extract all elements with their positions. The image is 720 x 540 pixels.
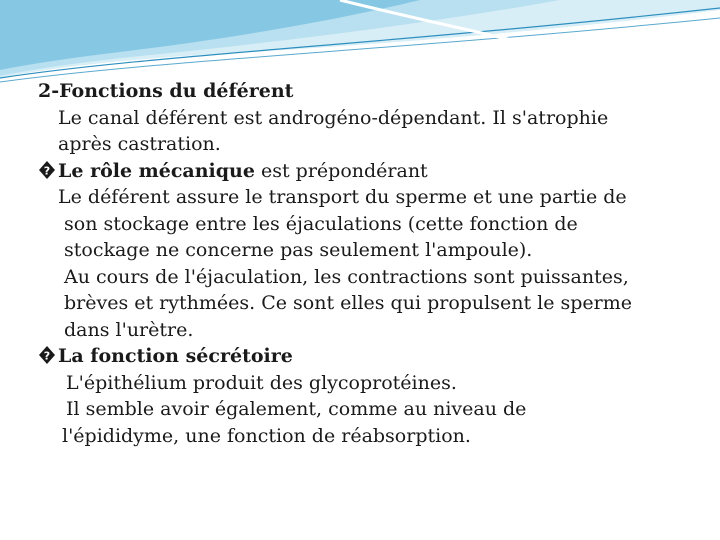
slide-body — [38, 78, 698, 449]
bullet-item-mecanique — [38, 158, 698, 185]
section-heading: 2-Fonctions du déférent — [38, 80, 294, 102]
paragraph-line: Il semble avoir également, comme au niveau de — [66, 398, 527, 420]
svg-text:?: ? — [43, 164, 51, 177]
svg-text:?: ? — [43, 349, 51, 363]
replacement-char-icon — [38, 345, 56, 365]
paragraph-line: l'épididyme, une fonction de réabsorption. — [62, 424, 471, 447]
decorative-wave-header — [0, 0, 720, 90]
bullet-bold-text: Le rôle mécanique — [58, 159, 255, 182]
bullet-rest-text: est prépondérant — [254, 159, 428, 182]
bullet-item-secretoire — [38, 343, 698, 370]
paragraph-line: brèves et rythmées. Ce sont elles qui propulsent le sperme — [64, 292, 632, 314]
replacement-char-icon — [38, 160, 56, 180]
paragraph-line: Au cours de l'éjaculation, les contractions sont puissantes, — [64, 265, 629, 288]
paragraph-line: dans l'urètre. — [64, 318, 194, 341]
paragraph-line: Le canal déférent est androgéno-dépendant. Il s'atrophie — [58, 106, 609, 129]
bullet-bold-text: La fonction sécrétoire — [58, 345, 293, 367]
paragraph-line: après castration. — [58, 133, 221, 155]
paragraph-line: L'épithélium produit des glycoprotéines. — [66, 371, 457, 394]
paragraph-line: Le déférent assure le transport du sperme et une partie de — [58, 186, 627, 208]
paragraph-line: stockage ne concerne pas seulement l'ampoule). — [64, 239, 533, 261]
paragraph-line: son stockage entre les éjaculations (cette fonction de — [64, 212, 578, 235]
